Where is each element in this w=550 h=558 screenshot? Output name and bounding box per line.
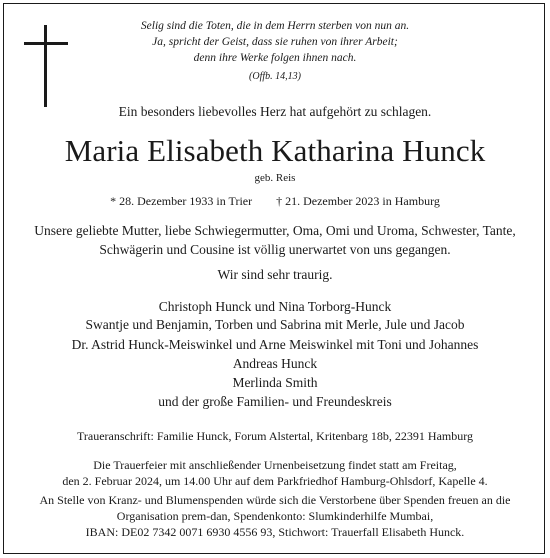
mourner-3: Dr. Astrid Hunck-Meiswinkel und Arne Meiswinkel mit Toni und Johannes xyxy=(71,337,479,352)
life-dates xyxy=(0,194,550,209)
birth-name: geb. Reis xyxy=(254,172,296,184)
mourner-5: Merlinda Smith xyxy=(232,375,318,390)
funeral-line-1: Die Trauerfeier mit anschließender Urnenbeisetzung findet statt am Freitag, xyxy=(93,458,457,472)
verse-line-1: Selig sind die Toten, die in dem Herrn sterben von nun an. xyxy=(140,20,410,32)
donation-line-1: An Stelle von Kranz- und Blumenspenden würde sich die Verstorbene über Spenden freuen an die xyxy=(39,493,511,507)
verse-reference: (Offb. 14,13) xyxy=(249,71,301,82)
mourner-1: Christoph Hunck und Nina Torborg-Hunck xyxy=(158,299,392,314)
verse-line-3: denn ihre Werke folgen ihnen nach. xyxy=(193,52,357,64)
deceased-name: Maria Elisabeth Katharina Hunck xyxy=(64,133,486,168)
death-date: † 21. Dezember 2023 in Hamburg xyxy=(276,194,440,208)
mourning-address: Traueranschrift: Familie Hunck, Forum Alstertal, Kritenbarg 18b, 22391 Hamburg xyxy=(76,429,474,443)
mourner-2: Swantje und Benjamin, Torben und Sabrina mit Merle, Jule und Jacob xyxy=(85,317,465,332)
intro-text: Ein besonders liebevolles Herz hat aufgehört zu schlagen. xyxy=(118,104,432,119)
sadness-text: Wir sind sehr traurig. xyxy=(217,267,333,282)
mourner-6: und der große Familien- und Freundeskreis xyxy=(158,394,392,409)
donation-line-3: IBAN: DE02 7342 0071 6930 4556 93, Stichwort: Trauerfall Elisabeth Hunck. xyxy=(85,525,465,539)
donation-line-2: Organisation prem-dan, Spendenkonto: Slumkinderhilfe Mumbai, xyxy=(116,509,434,523)
mourner-4: Andreas Hunck xyxy=(232,356,318,371)
message-line-1: Unsere geliebte Mutter, liebe Schwiegermutter, Oma, Omi und Uroma, Schwester, Tante, xyxy=(34,223,516,238)
verse-line-2: Ja, spricht der Geist, dass sie ruhen von ihrer Arbeit; xyxy=(152,36,398,48)
funeral-line-2: den 2. Februar 2024, um 14.00 Uhr auf dem Parkfriedhof Hamburg-Ohlsdorf, Kapelle 4. xyxy=(62,474,488,488)
birth-date: * 28. Dezember 1933 in Trier xyxy=(110,194,253,208)
message-line-2: Schwägerin und Cousine ist völlig unerwartet von uns gegangen. xyxy=(99,242,451,257)
